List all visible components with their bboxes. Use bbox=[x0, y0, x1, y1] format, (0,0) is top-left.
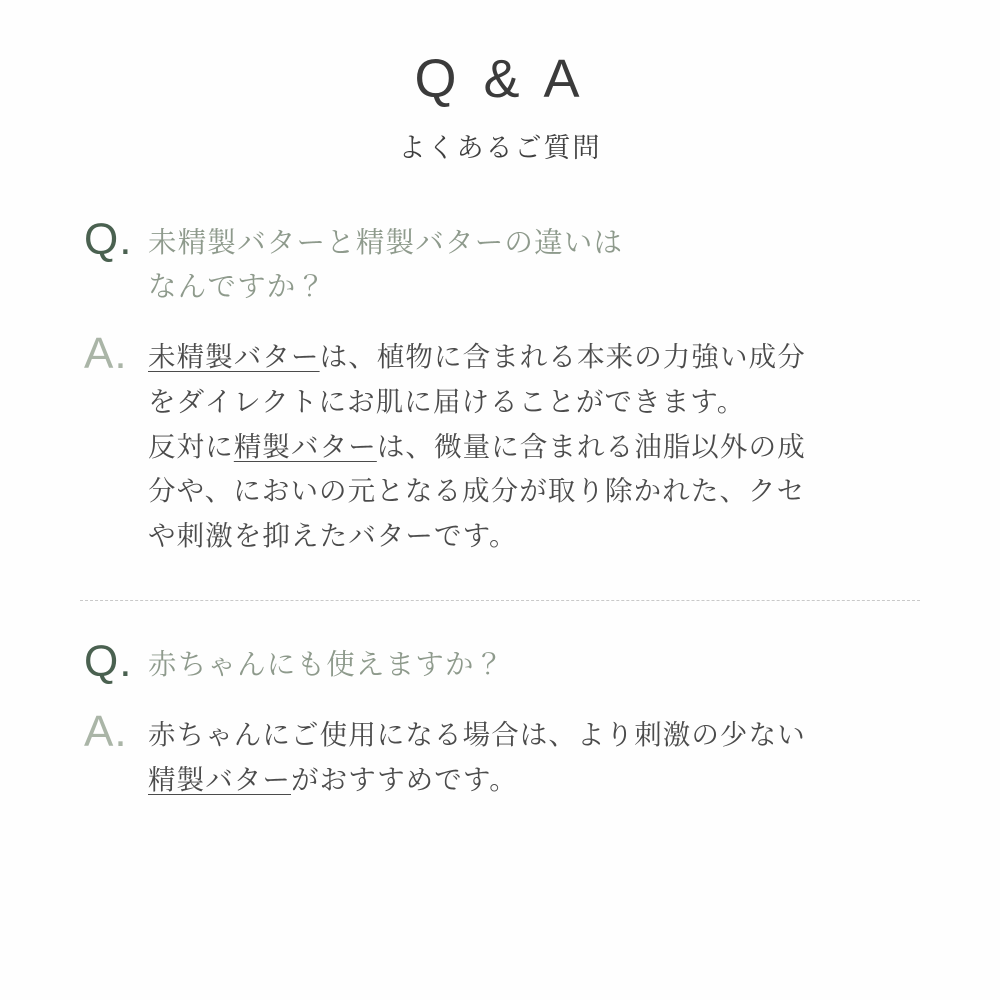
answer-line-3-pre: 反対に bbox=[148, 430, 234, 462]
answer-line-2-rest: がおすすめです。 bbox=[291, 763, 518, 795]
term-unrefined-butter: 未精製バター bbox=[148, 341, 320, 373]
page-title: Q & A bbox=[414, 49, 586, 109]
answer-marker-1: A. bbox=[84, 329, 128, 379]
question-line-2: なんですか？ bbox=[148, 271, 327, 304]
question-line-1: 赤ちゃんにも使えますか？ bbox=[148, 649, 505, 682]
bottom-spacer bbox=[70, 802, 930, 842]
question-row-2 bbox=[70, 639, 930, 687]
question-line-1: 未精製バターと精製バターの違いは bbox=[148, 227, 624, 260]
answer-line-4: 分や、においの元となる成分が取り除かれた、クセ bbox=[148, 475, 806, 507]
page-header bbox=[70, 0, 930, 165]
question-text-2 bbox=[148, 639, 930, 687]
answer-line-3-rest: は、微量に含まれる油脂以外の成 bbox=[376, 430, 806, 462]
answer-row-1 bbox=[70, 331, 930, 558]
answer-line-1: 赤ちゃんにご使用になる場合は、より刺激の少ない bbox=[148, 719, 806, 751]
question-row-1 bbox=[70, 217, 930, 309]
answer-marker-2: A. bbox=[84, 707, 128, 757]
question-marker-2: Q. bbox=[84, 637, 133, 687]
answer-text-1 bbox=[148, 331, 930, 558]
term-refined-butter-2: 精製バター bbox=[148, 763, 291, 795]
answer-line-5: や刺激を抑えたバターです。 bbox=[148, 519, 518, 551]
answer-row-2 bbox=[70, 709, 930, 802]
answer-line-1-rest: は、植物に含まれる本来の力強い成分 bbox=[319, 341, 806, 373]
answer-line-1 bbox=[148, 335, 930, 380]
answer-text-2 bbox=[148, 709, 930, 802]
question-marker-1: Q. bbox=[84, 215, 133, 265]
faq-item-1 bbox=[70, 217, 930, 558]
answer-line-2 bbox=[148, 758, 930, 803]
page-subtitle: よくあるご質問 bbox=[398, 133, 602, 164]
question-text-1 bbox=[148, 217, 930, 309]
section-divider bbox=[80, 600, 920, 601]
answer-line-3 bbox=[148, 425, 930, 470]
term-refined-butter: 精製バター bbox=[233, 430, 377, 462]
faq-item-2 bbox=[70, 639, 930, 802]
faq-list bbox=[70, 217, 930, 802]
answer-line-2: をダイレクトにお肌に届けることができます。 bbox=[148, 385, 746, 417]
